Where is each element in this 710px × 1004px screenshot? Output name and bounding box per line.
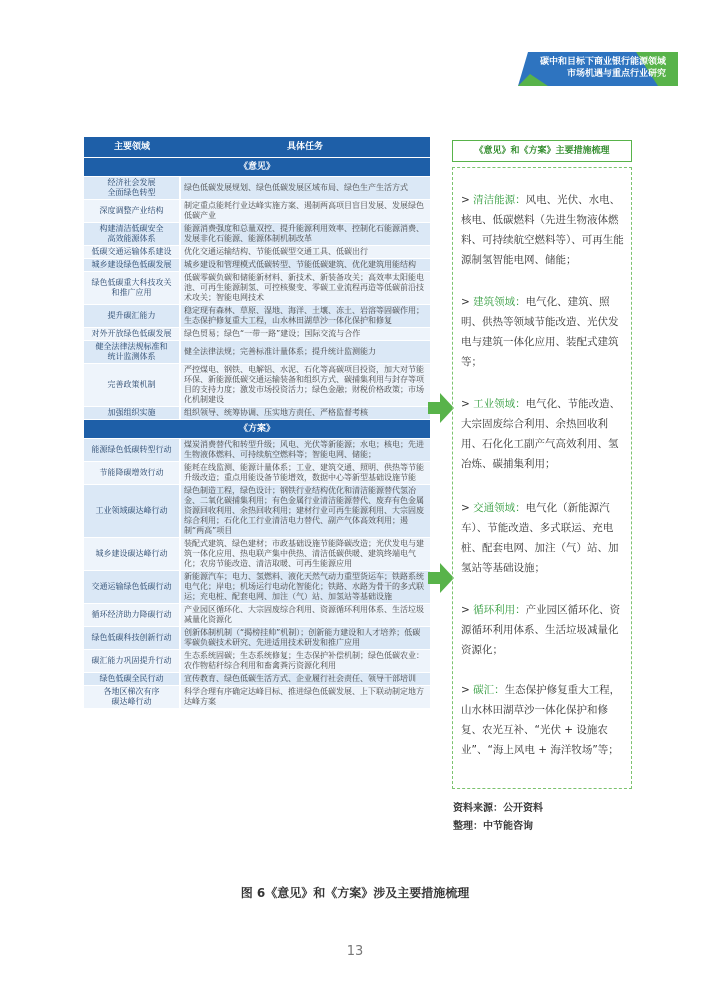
table-section-row	[84, 158, 430, 177]
panel-item-recycling: > 循环利用：产业园区循环化、资源循环利用体系、生活垃圾减量化资源化；	[461, 604, 621, 656]
banner-line2: 市场机遇与重点行业研究	[566, 69, 666, 79]
domain-cell: 节能降碳增效行动	[84, 462, 180, 485]
domain-cell: 城乡建设绿色低碳发展	[84, 259, 180, 272]
measures-panel	[452, 167, 632, 789]
table-row	[84, 462, 430, 485]
item-key: 清洁能源：	[473, 194, 526, 206]
panel-item-clean-energy: > 清洁能源：风电、光伏、水电、核电、低碳燃料（先进生物液体燃料、可持续航空燃料等）、可再生能源制氢智能电网、储能；	[461, 194, 624, 266]
task-cell: 煤炭消费替代和转型升级；风电、光伏等新能源；水电；核电；先进生物液体燃料、可持续航空燃料等；智能电网、储能；	[180, 439, 430, 462]
table-section-row	[84, 420, 430, 439]
table-row	[84, 439, 430, 462]
table-row	[84, 673, 430, 686]
table-row	[84, 341, 430, 364]
domain-cell: 循环经济助力降碳行动	[84, 604, 180, 627]
task-cell: 生态系统固碳；生态系统修复；生态保护补偿机制；绿色低碳农业：农作物秸秆综合利用和畜禽粪污资源化利用	[180, 650, 430, 673]
item-text: 电气化（新能源汽车）、节能改造、多式联运、充电桩、配套电网、加注（气）站、加氢站等基础设施；	[461, 502, 619, 574]
section-title: 《意见》	[84, 158, 430, 177]
domain-cell: 深度调整产业结构	[84, 200, 180, 223]
table-row	[84, 223, 430, 246]
task-cell: 制定重点能耗行业达峰实施方案、遏制两高项目盲目发展、发展绿色低碳产业	[180, 200, 430, 223]
panel-item-transport: > 交通领域：电气化（新能源汽车）、节能改造、多式联运、充电桩、配套电网、加注（气）站、加氢站等基础设施；	[461, 502, 619, 574]
panel-item-building: > 建筑领域：电气化、建筑、照明、供热等领域节能改造、光伏发电与建筑一体化应用、装配式建筑等；	[461, 296, 619, 368]
domain-cell: 工业领域碳达峰行动	[84, 485, 180, 538]
domain-cell: 碳汇能力巩固提升行动	[84, 650, 180, 673]
domain-cell: 完善政策机制	[84, 364, 180, 407]
item-text: 电气化、建筑、照明、供热等领域节能改造、光伏发电与建筑一体化应用、装配式建筑等；	[461, 296, 619, 368]
item-key: 建筑领域：	[473, 296, 526, 308]
task-cell: 创新体制机制（“揭榜挂帅”机制）；创新能力建设和人才培养；低碳零碳负碳技术研究、先进适用技术研发和推广应用	[180, 627, 430, 650]
domain-cell: 提升碳汇能力	[84, 305, 180, 328]
task-cell: 优化交通运输结构、节能低碳型交通工具、低碳出行	[180, 246, 430, 259]
table-row	[84, 200, 430, 223]
table-header-row	[84, 137, 430, 158]
task-cell: 绿色制造工程，绿色设计；钢铁行业结构优化和清洁能源替代氢冶金、二氧化碳捕集利用；有色金属行业清洁能源替代、废弃有色金属资源回收利用、余热回收利用；建材行业可再生能源利用、大宗固废综合利用；石化化工行业清洁电力替代、副产气体高效利用；遏制“两高”项目	[180, 485, 430, 538]
domain-cell: 经济社会发展 全面绿色转型	[84, 177, 180, 200]
task-cell: 新能源汽车；电力、氢燃料、液化天然气动力重型货运车；铁路系统电气化；岸电；机场运行电动化智能化；铁路、水路为骨干的多式联运；充电桩、配套电网、加注（气）站、加氢站等基础设施	[180, 571, 430, 604]
table-row	[84, 364, 430, 407]
task-cell: 绿色低碳发展规划、绿色低碳发展区域布局、绿色生产生活方式	[180, 177, 430, 200]
table-row	[84, 686, 430, 709]
table-row	[84, 627, 430, 650]
task-cell: 科学合理有序确定达峰目标、推进绿色低碳发展、上下联动制定地方达峰方案	[180, 686, 430, 709]
table-row	[84, 272, 430, 305]
item-key: 工业领域：	[473, 398, 526, 410]
compiled-note: 整理：中节能咨询	[453, 821, 533, 832]
item-text: 产业园区循环化、资源循环利用体系、生活垃圾减量化资源化；	[461, 604, 621, 656]
task-cell: 能源消费强度和总量双控、提升能源利用效率、控制化石能源消费、发展非化石能源、能源体制机制改革	[180, 223, 430, 246]
figure-caption: 图 6《意见》和《方案》涉及主要措施梳理	[240, 886, 470, 900]
panel-item-industry: > 工业领域：电气化、节能改造、大宗固废综合利用、余热回收利用、石化化工副产气高效利用、氢冶炼、碳捕集利用；	[461, 398, 621, 470]
table-row	[84, 259, 430, 272]
table-row	[84, 485, 430, 538]
page-number: 13	[346, 944, 364, 959]
panel-item-carbon-sink: > 碳汇：生态保护修复重大工程，山水林田湖草沙一体化保护和修复、农光互补、“光伏 + 设施农业”、“海上风电 + 海洋牧场”等；	[461, 684, 621, 756]
item-key: 循环利用：	[473, 604, 526, 616]
arrow-right-icon	[428, 393, 454, 423]
task-cell: 绿色贸易；绿色“一带一路”建设；国际交流与合作	[180, 328, 430, 341]
domain-cell: 城乡建设碳达峰行动	[84, 538, 180, 571]
domain-cell: 低碳交通运输体系建设	[84, 246, 180, 259]
table-row	[84, 305, 430, 328]
banner-line1: 碳中和目标下商业银行能源领域	[539, 57, 666, 67]
table-row	[84, 177, 430, 200]
table-row	[84, 650, 430, 673]
measures-table	[84, 137, 430, 709]
task-cell: 宣传教育、绿色低碳生活方式、企业履行社会责任、领导干部培训	[180, 673, 430, 686]
task-cell: 健全法律法规；完善标准计量体系；提升统计监测能力	[180, 341, 430, 364]
header-banner	[518, 52, 678, 86]
panel-title: 《意见》和《方案》主要措施梳理	[452, 140, 632, 162]
task-cell: 低碳零碳负碳和储能新材料、新技术、新装备攻关；高效率太阳能电池、可再生能源制氢、可控核聚变、零碳工业流程再造等低碳前沿技术攻关；智能电网技术	[180, 272, 430, 305]
task-cell: 城乡建设和管理模式低碳转型、节能低碳建筑、优化建筑用能结构	[180, 259, 430, 272]
domain-cell: 健全法律法规标准和 统计监测体系	[84, 341, 180, 364]
col-header-tasks: 具体任务	[180, 137, 430, 158]
item-key: 碳汇：	[473, 684, 505, 696]
item-text: 生态保护修复重大工程，山水林田湖草沙一体化保护和修复、农光互补、“光伏 + 设施农业”、“海上风电 + 海洋牧场”等；	[461, 684, 621, 756]
domain-cell: 加强组织实施	[84, 407, 180, 420]
table-row	[84, 538, 430, 571]
domain-cell: 各地区梯次有序 碳达峰行动	[84, 686, 180, 709]
task-cell: 稳定现有森林、草原、湿地、海洋、土壤、冻土、岩溶等固碳作用；生态保护修复重大工程，山水林田湖草沙一体化保护和修复	[180, 305, 430, 328]
task-cell: 产业园区循环化、大宗固废综合利用、资源循环利用体系、生活垃圾减量化资源化	[180, 604, 430, 627]
domain-cell: 构建清洁低碳安全 高效能源体系	[84, 223, 180, 246]
item-text: 电气化、节能改造、大宗固废综合利用、余热回收利用、石化化工副产气高效利用、氢冶炼、碳捕集利用；	[461, 398, 621, 470]
table-row	[84, 407, 430, 420]
domain-cell: 绿色低碳重大科技攻关 和推广应用	[84, 272, 180, 305]
section-title: 《方案》	[84, 420, 430, 439]
item-text: 风电、光伏、水电、核电、低碳燃料（先进生物液体燃料、可持续航空燃料等）、可再生能源制氢智能电网、储能；	[461, 194, 624, 266]
domain-cell: 交通运输绿色低碳行动	[84, 571, 180, 604]
domain-cell: 绿色低碳全民行动	[84, 673, 180, 686]
task-cell: 组织领导、统筹协调、压实地方责任、严格监督考核	[180, 407, 430, 420]
table-row	[84, 246, 430, 259]
source-note: 资料来源：公开资料	[453, 803, 543, 814]
item-key: 交通领域：	[473, 502, 526, 514]
task-cell: 严控煤电、钢铁、电解铝、水泥、石化等高碳项目投资，加大对节能环保、新能源低碳交通运输装备和组织方式、碳捕集利用与封存等项目的支持力度；激发市场投资活力；绿色金融；财税价格政策；市场化机制建设	[180, 364, 430, 407]
table-body	[84, 158, 430, 709]
domain-cell: 能源绿色低碳转型行动	[84, 439, 180, 462]
arrow-right-icon	[428, 563, 454, 593]
task-cell: 装配式建筑、绿色建材；市政基础设施节能降碳改造；光伏发电与建筑一体化应用、热电联产集中供热、清洁低碳供暖、建筑终端电气化；农房节能改造、清洁取暖、可再生能源应用	[180, 538, 430, 571]
col-header-domain: 主要领域	[84, 137, 180, 158]
domain-cell: 绿色低碳科技创新行动	[84, 627, 180, 650]
table-row	[84, 571, 430, 604]
domain-cell: 对外开放绿色低碳发展	[84, 328, 180, 341]
table-row	[84, 604, 430, 627]
table-row	[84, 328, 430, 341]
task-cell: 能耗在线监测、能源计量体系；工业、建筑交通、照明、供热等节能升级改造；重点用能设备节能增效，数据中心等新型基础设施节能	[180, 462, 430, 485]
